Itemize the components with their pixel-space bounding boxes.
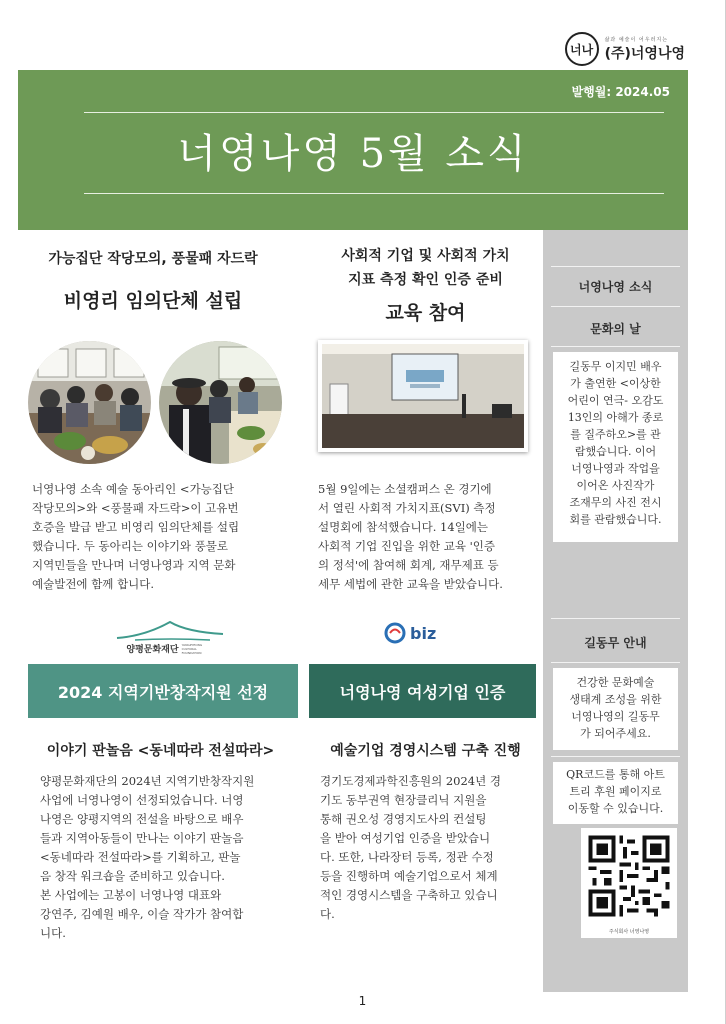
text-line: 이어온 사진작가 [576,479,655,492]
text-line: 설명회에 참석했습니다. 14일에는 [318,520,489,534]
donation-qr-code[interactable] [581,828,677,938]
culture-day-title: 문화의 날 [590,322,641,336]
biz-wordmark: biz [410,623,437,643]
text-line: 지역민들을 만나며 너영나영과 지역 문화 [32,558,236,572]
sidebar-divider [551,662,680,663]
article-2-body [318,480,540,594]
article-2-headline: 교육 참여 [385,302,466,324]
text-line: 조재무의 사진 전시 [569,496,662,509]
text-line: 가 출연한 <이상한 [570,377,661,390]
foundation-name: 양평문화재단 [126,645,179,655]
text-line: 너영나영의 길동무 [571,710,660,723]
text-line: 가 되어주세요. [580,727,651,740]
banner-divider-bottom [84,193,664,194]
text-line: 너영나영과 작업을 [571,462,660,475]
article-2-kicker [308,244,543,292]
text-line: 경기도경제과학진흥원의 2024년 경 [320,774,501,788]
text-line: 길동무 이지민 배우 [569,360,662,373]
article-1-kicker: 가능집단 작당모의, 풍물패 자드락 [48,251,258,267]
text-line: 회를 관람했습니다. [569,513,662,526]
text-line: 들과 지역아동들이 만나는 이야기 판놀음 [40,831,244,845]
logo-tagline: 삶과 예술이 어우러지는 [604,36,669,43]
text-line: 본 사업에는 고봉이 너영나영 대표와 [40,888,222,902]
text-line: 기도 동부권역 현장클리닉 지원을 [320,793,487,807]
sidebar-divider [551,306,680,307]
text-line: 을 받아 여성기업 인증을 받았습니 [320,831,491,845]
text-line: <동네따라 전설따라>를 기획하고, 판놀 [40,850,241,864]
kicker-line: 사회적 기업 및 사회적 가치 [341,248,510,264]
kicker-line: 지표 측정 확인 인증 준비 [348,272,503,288]
sidebar-divider [551,266,680,267]
text-line: 를 질주하오>를 관 [570,428,661,441]
foundation-english-name: YANGPYEONG CULTURAL FOUNDATION [181,642,203,655]
text-line: 의 정석'에 참여해 회계, 재무제표 등 [318,558,499,572]
page-number: 1 [358,994,367,1008]
text-line: 작당모의>와 <풍물패 자드락>이 고유번 [32,501,239,515]
banner-divider-top [84,112,664,113]
text-line: 통해 권오성 경영지도사의 컨설팅 [320,812,487,826]
text-line: 다. [320,907,335,921]
biz-logo [384,622,436,644]
text-line: 다. 또한, 나라장터 등록, 정관 수정 [320,850,494,864]
text-line: 너영나영 소속 예술 동아리인 <가능집단 [32,482,234,496]
article-1-body [32,480,294,594]
sidebar-section-title: 너영나영 소식 [578,280,653,294]
text-line: 양평문화재단의 2024년 지역기반창작지원 [40,774,255,788]
title-banner [18,70,688,230]
text-line: 이동할 수 있습니다. [567,802,664,815]
seminar-photo [318,340,528,452]
guide-box [553,668,678,750]
text-line: 어린이 연극- 오감도 [567,394,664,407]
women-business-banner: 너영나영 여성기업 인증 [309,664,536,718]
text-line: 람했습니다. 이어 [574,445,657,458]
qr-code-icon [581,828,677,924]
newsletter-title: 너영나영 5월 소식 [177,131,529,177]
club-photo-right [159,341,282,464]
issue-date: 발행월: 2024.05 [571,85,670,99]
qr-note-box [553,762,678,824]
text-line: 적인 경영시스템을 구축하고 있습니 [320,888,498,902]
qr-caption: 주식회사 너영나영 [608,929,650,935]
text-line: 등을 진행하며 예술기업으로서 체계 [320,869,498,883]
article-1-headline: 비영리 임의단체 설립 [63,290,243,312]
text-line: 13인의 아해가 종로 [567,411,664,424]
text-line: 니다. [40,926,66,940]
article-4-body [320,772,542,924]
culture-day-box [553,352,678,542]
text-line: QR코드를 통해 아트 [566,768,665,781]
foundation-mountain-icon [115,618,225,642]
text-line: 건강한 문화예술 [576,676,655,689]
logo-mark-icon: 너나 [565,32,599,66]
text-line: 5월 9일에는 소셜캠퍼스 온 경기에 [318,482,492,496]
text-line: 음 창작 워크숍을 준비하고 있습니다. [40,869,225,883]
text-line: 호증을 발급 받고 비영리 임의단체를 설립 [32,520,240,534]
company-logo [565,32,685,66]
article-4-headline: 예술기업 경영시스템 구축 진행 [330,743,521,759]
text-line: 서 열린 사회적 가치지표(SVI) 측정 [318,501,496,515]
biz-swirl-icon [384,622,406,644]
yangpyeong-foundation-logo [110,618,230,655]
text-line: 트리 후원 페이지로 [569,785,662,798]
article-3-body [40,772,302,943]
club-photo-left [28,341,151,464]
text-line: 강연주, 김예원 배우, 이슬 작가가 참여합 [40,907,244,921]
sidebar-divider [551,756,680,757]
text-line: 사업에 너영나영이 선정되었습니다. 너영 [40,793,244,807]
text-line: 했습니다. 두 동아리는 이야기와 풍물로 [32,539,229,553]
text-line: 예술발전에 함께 합니다. [32,577,155,591]
text-line: 생태계 조성을 위한 [569,693,662,706]
article-3-headline: 이야기 판놀음 <동네따라 전설따라> [46,743,275,759]
guide-title: 길동무 안내 [584,636,647,650]
news-sidebar [543,230,688,992]
sidebar-divider [551,618,680,619]
logo-name: (주)너영나영 [604,45,685,62]
support-selection-banner: 2024 지역기반창작지원 선정 [28,664,298,718]
sidebar-divider [551,346,680,347]
text-line: 나영은 양평지역의 전설을 바탕으로 배우 [40,812,244,826]
text-line: 세무 세법에 관한 교육을 받았습니다. [318,577,503,591]
text-line: 사회적 기업 진입을 위한 교육 '인증 [318,539,495,553]
